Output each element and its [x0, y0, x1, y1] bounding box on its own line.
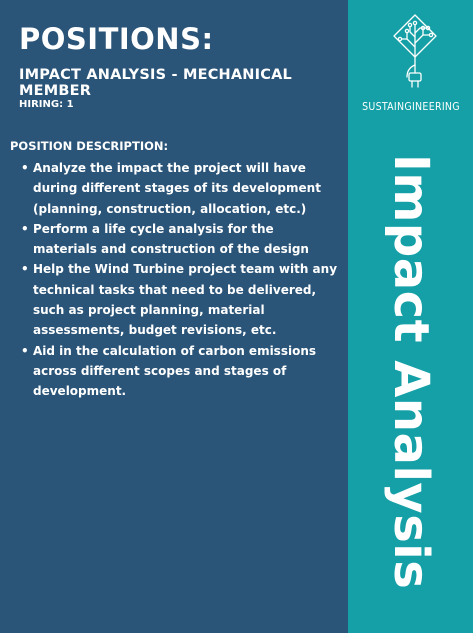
hiring-count: HIRING: 1 [19, 99, 74, 110]
bullet-text: Help the Wind Turbine project team with any technical tasks that need to be delivered, such as project planning, material assessments, budget revisions, etc. [33, 262, 338, 338]
role-title: IMPACT ANALYSIS - MECHANICAL MEMBER [19, 67, 292, 99]
bullet-icon: • [21, 262, 29, 277]
description-list [12, 158, 340, 402]
list-item [12, 219, 340, 260]
bullet-text: Aid in the calculation of carbon emissions across different scopes and stages of development. [33, 343, 317, 399]
page-title: POSITIONS: [19, 22, 214, 56]
brand-name: SUSTAINGINEERING [362, 101, 460, 113]
vertical-title: Impact Analysis [383, 154, 439, 590]
list-item [12, 259, 340, 340]
bullet-text: Perform a life cycle analysis for the materials and construction of the design [33, 221, 309, 257]
list-item [12, 341, 340, 402]
description-heading: POSITION DESCRIPTION: [10, 139, 169, 153]
bullet-icon: • [21, 343, 29, 358]
bullet-icon: • [21, 161, 29, 175]
list-item [12, 158, 340, 219]
bullet-icon: • [21, 221, 29, 236]
bullet-text: Analyze the impact the project will have during different stages of its development (planning, construction, allocation, etc.) [33, 161, 321, 216]
circuit-tree-plug-icon [392, 13, 438, 93]
